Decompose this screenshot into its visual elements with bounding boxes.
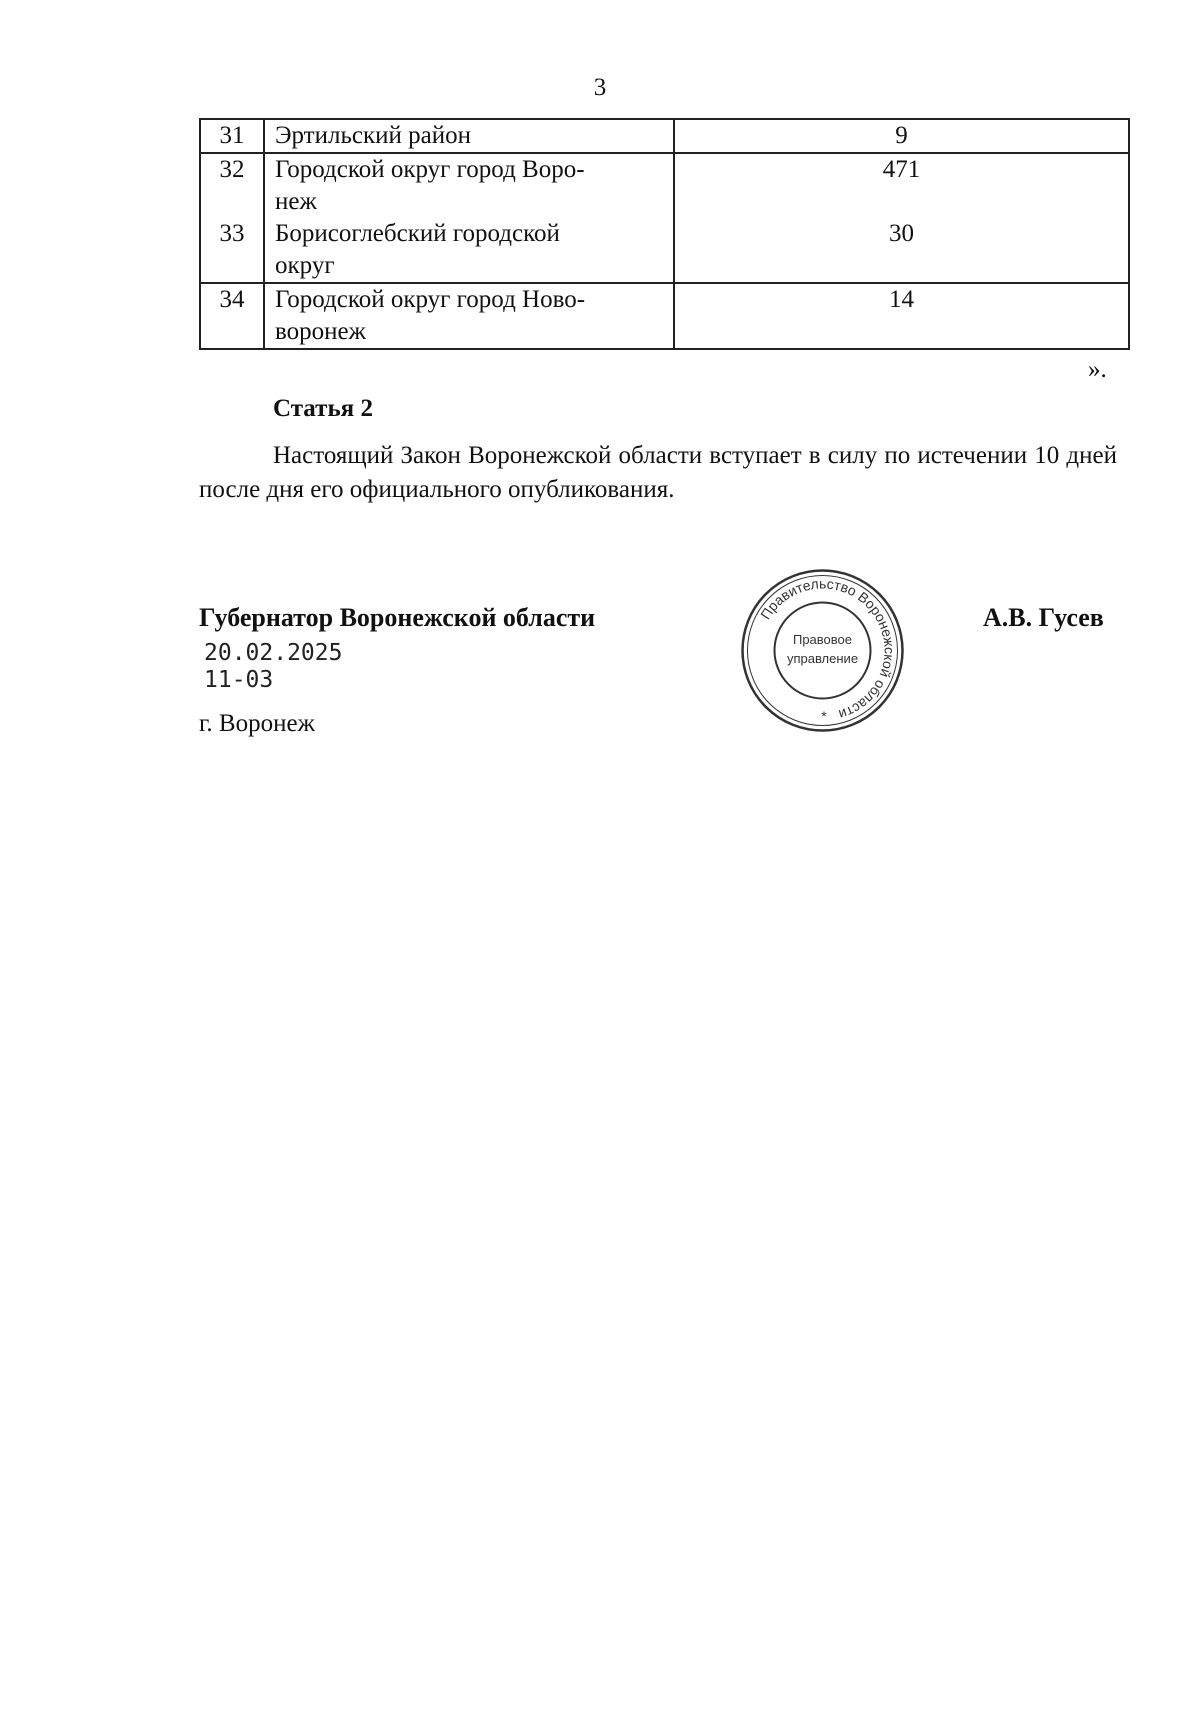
official-seal-stamp xyxy=(740,568,905,733)
row-number: 33 xyxy=(200,218,264,283)
registration-number: 11-03 xyxy=(204,667,274,693)
table-row xyxy=(200,283,1129,349)
districts-table xyxy=(199,118,1130,350)
table-row xyxy=(200,218,1129,283)
table-row xyxy=(200,119,1129,153)
signing-city: г. Воронеж xyxy=(199,710,315,737)
row-name: Городской округ город Воро- неж xyxy=(264,153,674,218)
row-value: 30 xyxy=(674,218,1129,283)
signatory-position: Губернатор Воронежской области xyxy=(199,603,596,632)
row-number: 31 xyxy=(200,119,264,153)
row-number: 34 xyxy=(200,283,264,349)
seal-inner-line-2: управление xyxy=(786,651,859,666)
table-row xyxy=(200,153,1129,218)
registration-date: 20.02.2025 xyxy=(204,640,343,666)
row-number: 32 xyxy=(200,153,264,218)
article-text: Настоящий Закон Воронежской области вступает в силу по истечении 10 дней после дня его официального опубликования. xyxy=(199,442,1117,503)
row-value: 471 xyxy=(674,153,1129,218)
row-name: Городской округ город Ново- воронеж xyxy=(264,283,674,349)
article-title: Статья 2 xyxy=(273,395,373,422)
seal-outer-text: Правительство Воронежской области xyxy=(757,575,898,724)
row-name: Борисоглебский городской округ xyxy=(264,218,674,283)
seal-inner-line-1: Правовое xyxy=(792,632,853,647)
signatory-name: А.В. Гусев xyxy=(983,603,1104,632)
row-name: Эртильский район xyxy=(264,119,674,153)
row-value: 9 xyxy=(674,119,1129,153)
seal-star: * xyxy=(821,708,827,724)
page-number: 3 xyxy=(593,74,607,101)
row-value: 14 xyxy=(674,283,1129,349)
closing-quote: ». xyxy=(1088,356,1107,383)
